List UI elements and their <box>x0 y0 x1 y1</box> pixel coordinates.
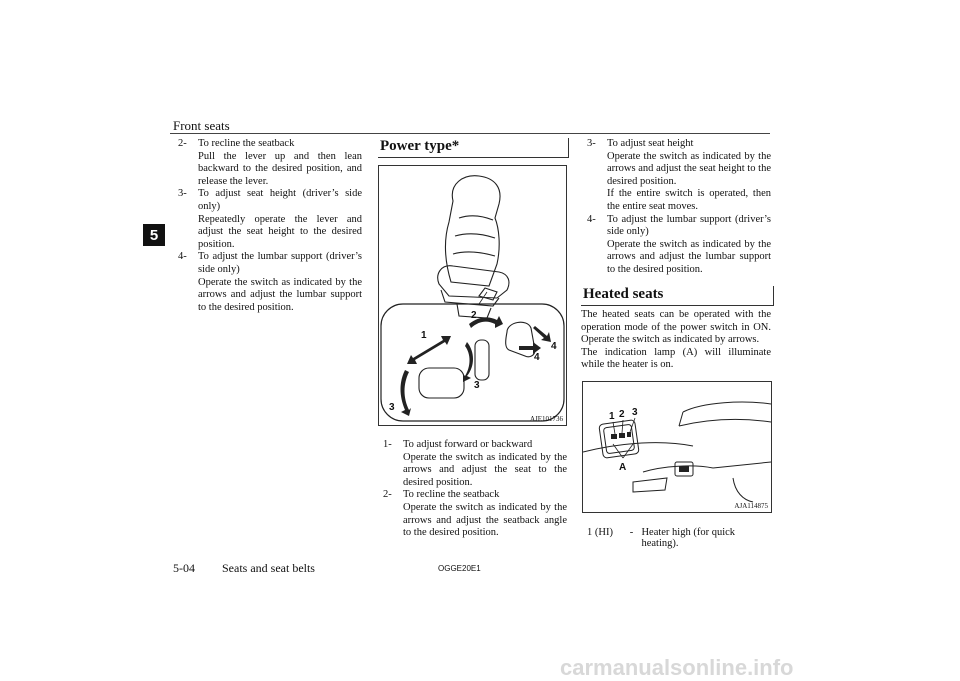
step-title: To adjust forward or backward <box>403 439 533 450</box>
list-item <box>383 489 567 539</box>
callout-label: 4 <box>551 341 557 352</box>
callout-label: 1 <box>609 411 615 422</box>
step-text: Operate the switch as indicated by the arrows and adjust the lumbar support to the desired position. <box>607 238 771 275</box>
step-text: If the entire switch is operated, then the entire seat moves. <box>607 188 771 212</box>
list-item <box>587 214 771 277</box>
mode-separator: - <box>629 527 634 538</box>
header-rule <box>170 133 770 134</box>
paragraph: The indication lamp (A) will illuminate while the heater is on. <box>581 346 771 371</box>
heated-switch-illustration <box>583 382 771 512</box>
heated-seat-figure <box>582 381 772 513</box>
list-item <box>383 439 567 489</box>
callout-label: 4 <box>534 352 540 363</box>
document-code: OGGE20E1 <box>438 564 481 573</box>
heated-seats-heading: Heated seats <box>581 286 774 306</box>
power-seat-steps-cont <box>587 138 771 277</box>
callout-label: 2 <box>619 409 625 420</box>
figure-code: AJA114875 <box>734 502 768 510</box>
step-text: Operate the switch as indicated by the arrows and adjust the seat to the desired position. <box>403 451 567 488</box>
step-title: To recline the seatback <box>403 489 500 501</box>
step-number: 1- <box>383 439 392 450</box>
power-seat-figure <box>378 165 567 426</box>
chapter-tab: 5 <box>143 224 165 246</box>
mode-description: Heater high (for quick heating). <box>641 527 736 549</box>
step-text: Operate the switch as indicated by the arrows and adjust the seat height to the desired position. <box>607 150 771 187</box>
step-title: To adjust the lumbar support (driver’s side only) <box>198 251 362 275</box>
callout-label: 1 <box>421 330 427 341</box>
figure-code: AJE101736 <box>529 415 563 423</box>
mode-key: 1 (HI) <box>587 527 613 538</box>
step-title: To recline the seatback <box>198 138 295 149</box>
list-item <box>587 138 771 214</box>
callout-label: 3 <box>389 402 395 413</box>
heater-mode-row <box>587 527 771 549</box>
power-type-heading: Power type* <box>378 138 569 158</box>
step-number: 2- <box>383 489 392 501</box>
chapter-title: Seats and seat belts <box>222 561 315 575</box>
manual-seat-steps <box>178 138 362 314</box>
running-header: Front seats <box>173 118 230 133</box>
step-number: 3- <box>587 138 596 149</box>
step-number: 4- <box>587 213 596 225</box>
page-number: 5-04 <box>173 561 195 575</box>
watermark: carmanualsonline.info <box>560 655 794 680</box>
step-title: To adjust seat height <box>607 138 694 149</box>
step-title: To adjust the lumbar support (driver’s side only) <box>607 213 771 238</box>
heated-seats-intro <box>581 309 771 372</box>
power-seat-illustration <box>379 166 566 425</box>
step-text: Repeatedly operate the lever and adjust the seat height to the desired position. <box>198 213 362 250</box>
step-text: Operate the switch as indicated by the arrows and adjust the seatback angle to the desired position. <box>403 501 567 539</box>
list-item <box>178 188 362 251</box>
callout-label: 3 <box>632 407 638 418</box>
step-number: 3- <box>178 188 187 200</box>
step-text: Pull the lever up and then lean backward to the desired position, and release the lever. <box>198 150 362 187</box>
callout-label: A <box>619 462 627 473</box>
list-item <box>178 251 362 314</box>
power-seat-steps <box>383 439 567 540</box>
callout-label: 2 <box>471 310 477 321</box>
paragraph: The heated seats can be operated with the operation mode of the power switch in ON. Operate the switch as indicated by arrows. <box>581 309 771 346</box>
step-number: 2- <box>178 138 187 149</box>
step-number: 4- <box>178 251 187 263</box>
step-text: Operate the switch as indicated by the arrows and adjust the lumbar support to the desired position. <box>198 276 362 313</box>
list-item <box>178 138 362 188</box>
step-title: To adjust seat height (driver’s side only) <box>198 188 362 212</box>
callout-label: 3 <box>474 380 480 391</box>
